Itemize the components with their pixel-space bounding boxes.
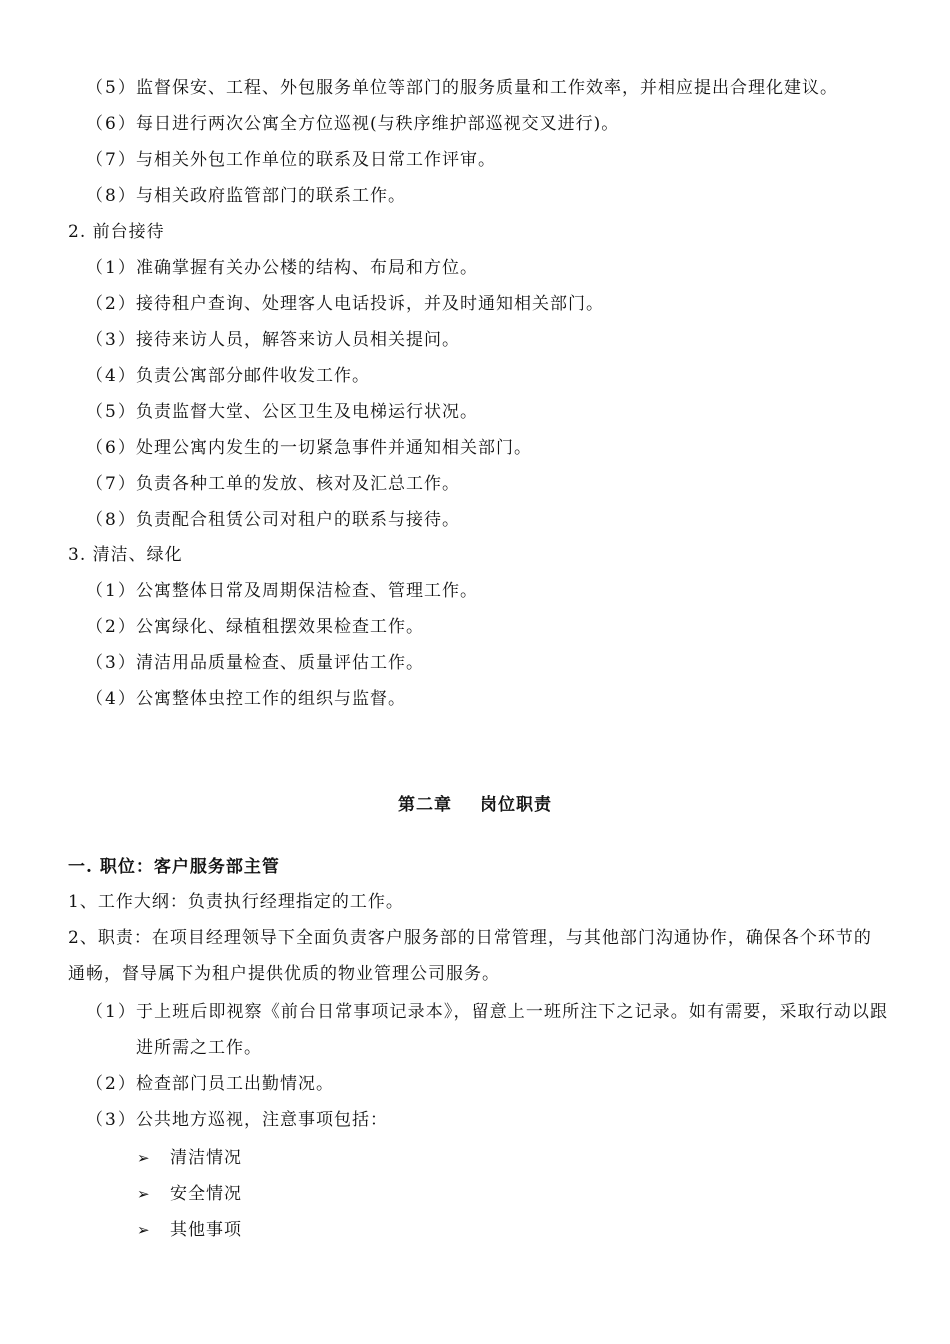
item-number: （4） <box>86 689 137 709</box>
item-text: 公寓整体日常及周期保洁检查、管理工作。 <box>136 581 478 601</box>
item-number: （3） <box>86 330 137 350</box>
item-number: （7） <box>86 474 137 494</box>
item-text: 清洁用品质量检查、质量评估工作。 <box>136 653 424 673</box>
item-text: 公寓整体虫控工作的组织与监督。 <box>136 689 406 709</box>
item-text: 监督保安、工程、外包服务单位等部门的服务质量和工作效率，并相应提出合理化建议。 <box>136 78 838 98</box>
item-number: （3） <box>86 653 137 673</box>
item-number: （6） <box>86 438 137 458</box>
item-number: （2） <box>86 617 137 637</box>
arrow-bullet-icon: ➢ <box>137 1185 150 1203</box>
item-text: 公共地方巡视，注意事项包括： <box>136 1110 388 1130</box>
chapter-name: 岗位职责 <box>480 795 552 815</box>
item-text: 接待来访人员，解答来访人员相关提问。 <box>136 330 460 350</box>
bullet-text: 安全情况 <box>170 1184 242 1204</box>
item-text: 每日进行两次公寓全方位巡视(与秩序维护部巡视交叉进行)。 <box>136 114 620 134</box>
item-text: 公寓绿化、绿植租摆效果检查工作。 <box>136 617 424 637</box>
item-text: 与相关外包工作单位的联系及日常工作评审。 <box>136 150 496 170</box>
position-heading-text: 一. 职位：客户服务部主管 <box>68 857 280 877</box>
arrow-bullet-icon: ➢ <box>137 1149 150 1167</box>
item-text: 检查部门员工出勤情况。 <box>136 1074 334 1094</box>
item-number: （7） <box>86 150 137 170</box>
section-heading-text: 2. 前台接待 <box>68 222 165 242</box>
item-number: （8） <box>86 510 137 530</box>
bullet-text: 清洁情况 <box>170 1148 242 1168</box>
item-number: （1） <box>86 1002 137 1022</box>
item-number: （5） <box>86 402 137 422</box>
section-heading-text: 3. 清洁、绿化 <box>68 545 183 565</box>
item-text: 与相关政府监管部门的联系工作。 <box>136 186 406 206</box>
chapter-number: 第二章 <box>398 795 452 815</box>
item-number: （1） <box>86 258 137 278</box>
item-text: 于上班后即视察《前台日常事项记录本》，留意上一班所注下之记录。如有需要，采取行动以跟进所需之工作。 <box>136 1002 888 1058</box>
item-number: （2） <box>86 1074 137 1094</box>
item-text: 处理公寓内发生的一切紧急事件并通知相关部门。 <box>136 438 532 458</box>
arrow-bullet-icon: ➢ <box>137 1221 150 1239</box>
item-number: （8） <box>86 186 137 206</box>
item-text: 负责各种工单的发放、核对及汇总工作。 <box>136 474 460 494</box>
item-number: （4） <box>86 366 137 386</box>
bullet-text: 其他事项 <box>170 1220 242 1240</box>
item-number: （6） <box>86 114 137 134</box>
item-number: （1） <box>86 581 137 601</box>
item-number: （3） <box>86 1110 137 1130</box>
outline-text: 1、工作大纲：负责执行经理指定的工作。 <box>68 892 404 912</box>
item-text: 准确掌握有关办公楼的结构、布局和方位。 <box>136 258 478 278</box>
item-text: 负责监督大堂、公区卫生及电梯运行状况。 <box>136 402 478 422</box>
chapter-title <box>0 793 950 817</box>
item-text: 接待租户查询、处理客人电话投诉，并及时通知相关部门。 <box>136 294 604 314</box>
item-number: （5） <box>86 78 137 98</box>
item-text: 负责配合租赁公司对租户的联系与接待。 <box>136 510 460 530</box>
item-text: 负责公寓部分邮件收发工作。 <box>136 366 370 386</box>
duty-paragraph: 2、职责：在项目经理领导下全面负责客户服务部的日常管理，与其他部门沟通协作，确保各个环节的通畅，督导属下为租户提供优质的物业管理公司服务。 <box>68 928 872 984</box>
item-number: （2） <box>86 294 137 314</box>
